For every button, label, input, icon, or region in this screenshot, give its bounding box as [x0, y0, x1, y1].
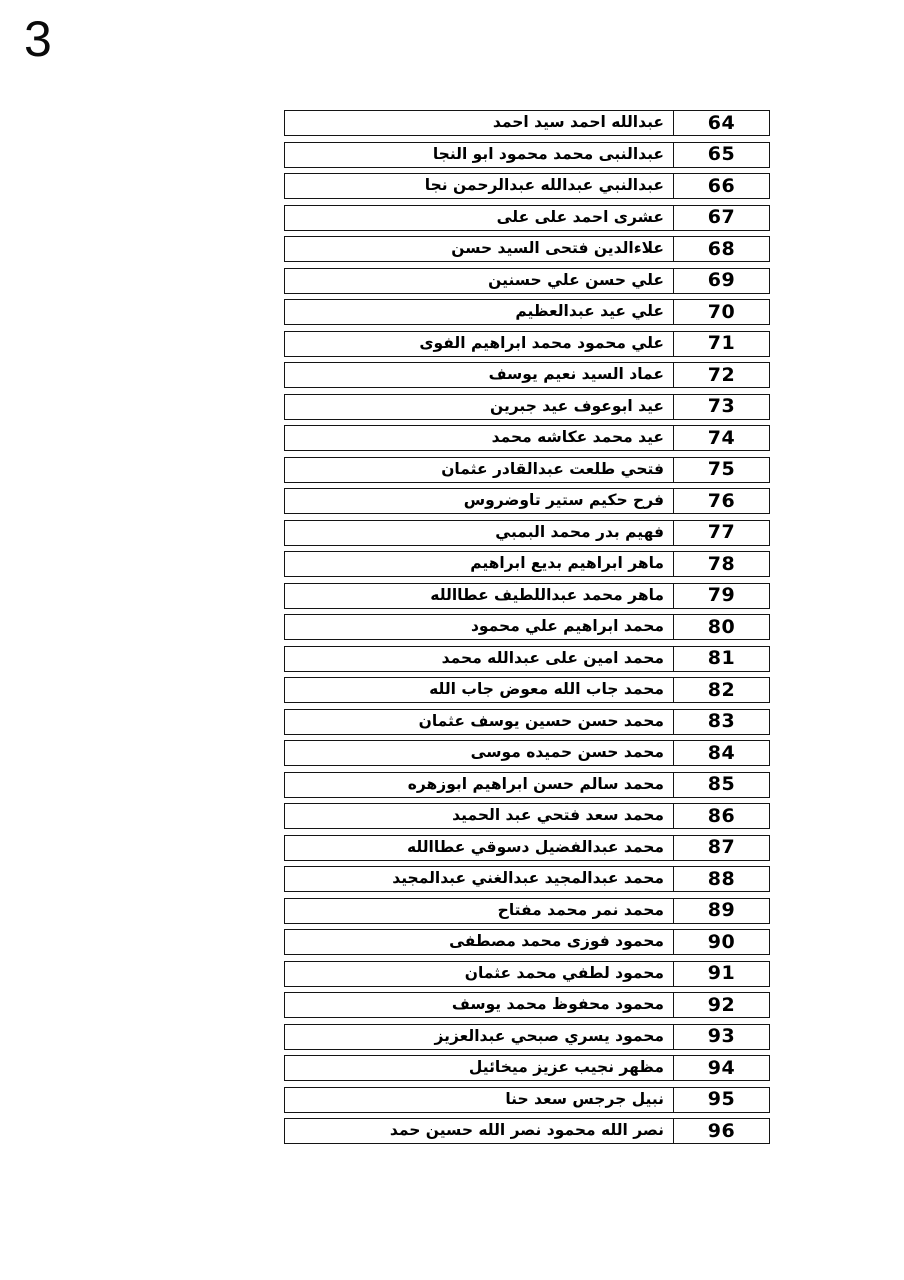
row-number-cell: 86	[673, 804, 769, 828]
row-number-cell: 77	[673, 521, 769, 545]
table-row	[284, 1055, 770, 1081]
row-name-cell: نصر الله محمود نصر الله حسين حمد	[389, 1121, 664, 1139]
row-name-cell: محمد امين على عبدالله محمد	[441, 648, 664, 667]
row-number-cell: 87	[673, 836, 769, 860]
table-row	[284, 1087, 770, 1113]
table-row	[284, 709, 770, 735]
row-name-cell: محمد سالم حسن ابراهيم ابوزهره	[407, 774, 664, 793]
row-number-cell: 78	[673, 552, 769, 576]
row-name-cell: ماهر محمد عبداللطيف عطاالله	[430, 585, 664, 604]
row-name-cell: محمد جاب الله معوض جاب الله	[429, 680, 664, 698]
row-number-cell: 65	[673, 143, 769, 167]
table-row	[284, 614, 770, 640]
row-number-cell: 76	[673, 489, 769, 513]
row-name-cell: محمود محفوظ محمد يوسف	[451, 995, 664, 1013]
row-name-cell: فرح حكيم ستير تاوضروس	[463, 491, 664, 509]
table-row	[284, 425, 770, 451]
row-number-cell: 81	[673, 647, 769, 671]
table-row	[284, 520, 770, 546]
row-name-cell: ماهر ابراهيم بديع ابراهيم	[470, 554, 664, 572]
row-number-cell: 83	[673, 710, 769, 734]
table-row	[284, 835, 770, 861]
row-number-cell: 96	[673, 1119, 769, 1143]
row-name-cell: محمد عبدالفضيل دسوقي عطاالله	[406, 837, 664, 856]
table-row	[284, 1118, 770, 1144]
row-number-cell: 69	[673, 269, 769, 293]
row-number-cell: 93	[673, 1025, 769, 1049]
row-number-cell: 71	[673, 332, 769, 356]
row-name-cell: محمود يسري صبحي عبدالعزيز	[434, 1026, 664, 1045]
table-row	[284, 205, 770, 231]
row-name-cell: عيد محمد عكاشه محمد	[491, 428, 664, 446]
table-row	[284, 992, 770, 1018]
table-row	[284, 1024, 770, 1050]
page-number: 3	[24, 11, 52, 67]
table-row	[284, 110, 770, 136]
row-name-cell: فتحي طلعت عبدالقادر عثمان	[441, 459, 664, 478]
roster-table	[284, 110, 770, 1144]
row-number-cell: 66	[673, 174, 769, 198]
row-name-cell: محمد عبدالمجيد عبدالغني عبدالمجيد	[392, 869, 664, 887]
row-number-cell: 94	[673, 1056, 769, 1080]
row-name-cell: محمود فوزى محمد مصطفى	[449, 932, 664, 950]
row-name-cell: محمد ابراهيم علي محمود	[470, 617, 664, 635]
row-number-cell: 67	[673, 206, 769, 230]
row-number-cell: 95	[673, 1088, 769, 1112]
row-number-cell: 91	[673, 962, 769, 986]
row-number-cell: 64	[673, 111, 769, 135]
row-number-cell: 84	[673, 741, 769, 765]
row-name-cell: فهيم بدر محمد البمبي	[495, 522, 664, 541]
table-row	[284, 457, 770, 483]
row-name-cell: محمد سعد فتحي عبد الحميد	[452, 806, 664, 824]
row-number-cell: 90	[673, 930, 769, 954]
table-row	[284, 646, 770, 672]
row-number-cell: 79	[673, 584, 769, 608]
table-row	[284, 898, 770, 924]
row-name-cell: مظهر نجيب عزيز ميخائيل	[468, 1058, 664, 1076]
table-row	[284, 772, 770, 798]
row-name-cell: محمد حسن حميده موسى	[470, 743, 664, 761]
table-row	[284, 142, 770, 168]
table-row	[284, 961, 770, 987]
row-name-cell: نبيل جرجس سعد حنا	[505, 1089, 664, 1108]
table-row	[284, 740, 770, 766]
row-name-cell: علي محمود محمد ابراهيم الفوى	[419, 333, 664, 352]
table-row	[284, 866, 770, 892]
row-number-cell: 85	[673, 773, 769, 797]
table-row	[284, 362, 770, 388]
row-number-cell: 72	[673, 363, 769, 387]
table-row	[284, 488, 770, 514]
row-name-cell: عشرى احمد على على	[496, 207, 664, 226]
table-row	[284, 394, 770, 420]
table-row	[284, 677, 770, 703]
row-name-cell: عبدالله احمد سيد احمد	[492, 113, 664, 131]
row-number-cell: 73	[673, 395, 769, 419]
row-number-cell: 80	[673, 615, 769, 639]
table-row	[284, 331, 770, 357]
row-name-cell: محمد نمر محمد مفتاح	[497, 900, 664, 919]
row-number-cell: 68	[673, 237, 769, 261]
table-row	[284, 583, 770, 609]
row-number-cell: 92	[673, 993, 769, 1017]
row-number-cell: 82	[673, 678, 769, 702]
table-row	[284, 173, 770, 199]
row-name-cell: علاءالدين فتحى السيد حسن	[451, 239, 664, 257]
row-number-cell: 88	[673, 867, 769, 891]
row-name-cell: عيد ابوعوف عيد جبرين	[490, 396, 664, 415]
row-number-cell: 75	[673, 458, 769, 482]
row-name-cell: عبدالنبي عبدالله عبدالرحمن نجا	[424, 176, 664, 194]
row-name-cell: علي عيد عبدالعظيم	[515, 302, 664, 320]
table-row	[284, 268, 770, 294]
row-name-cell: علي حسن علي حسنين	[488, 270, 664, 289]
row-name-cell: عماد السيد نعيم يوسف	[488, 365, 664, 383]
row-number-cell: 70	[673, 300, 769, 324]
table-row	[284, 299, 770, 325]
table-row	[284, 803, 770, 829]
row-number-cell: 74	[673, 426, 769, 450]
row-name-cell: محمود لطفي محمد عثمان	[464, 963, 664, 982]
row-number-cell: 89	[673, 899, 769, 923]
row-name-cell: عبدالنبى محمد محمود ابو النجا	[432, 144, 664, 163]
table-row	[284, 929, 770, 955]
row-name-cell: محمد حسن حسين يوسف عثمان	[418, 711, 664, 730]
table-row	[284, 551, 770, 577]
table-row	[284, 236, 770, 262]
